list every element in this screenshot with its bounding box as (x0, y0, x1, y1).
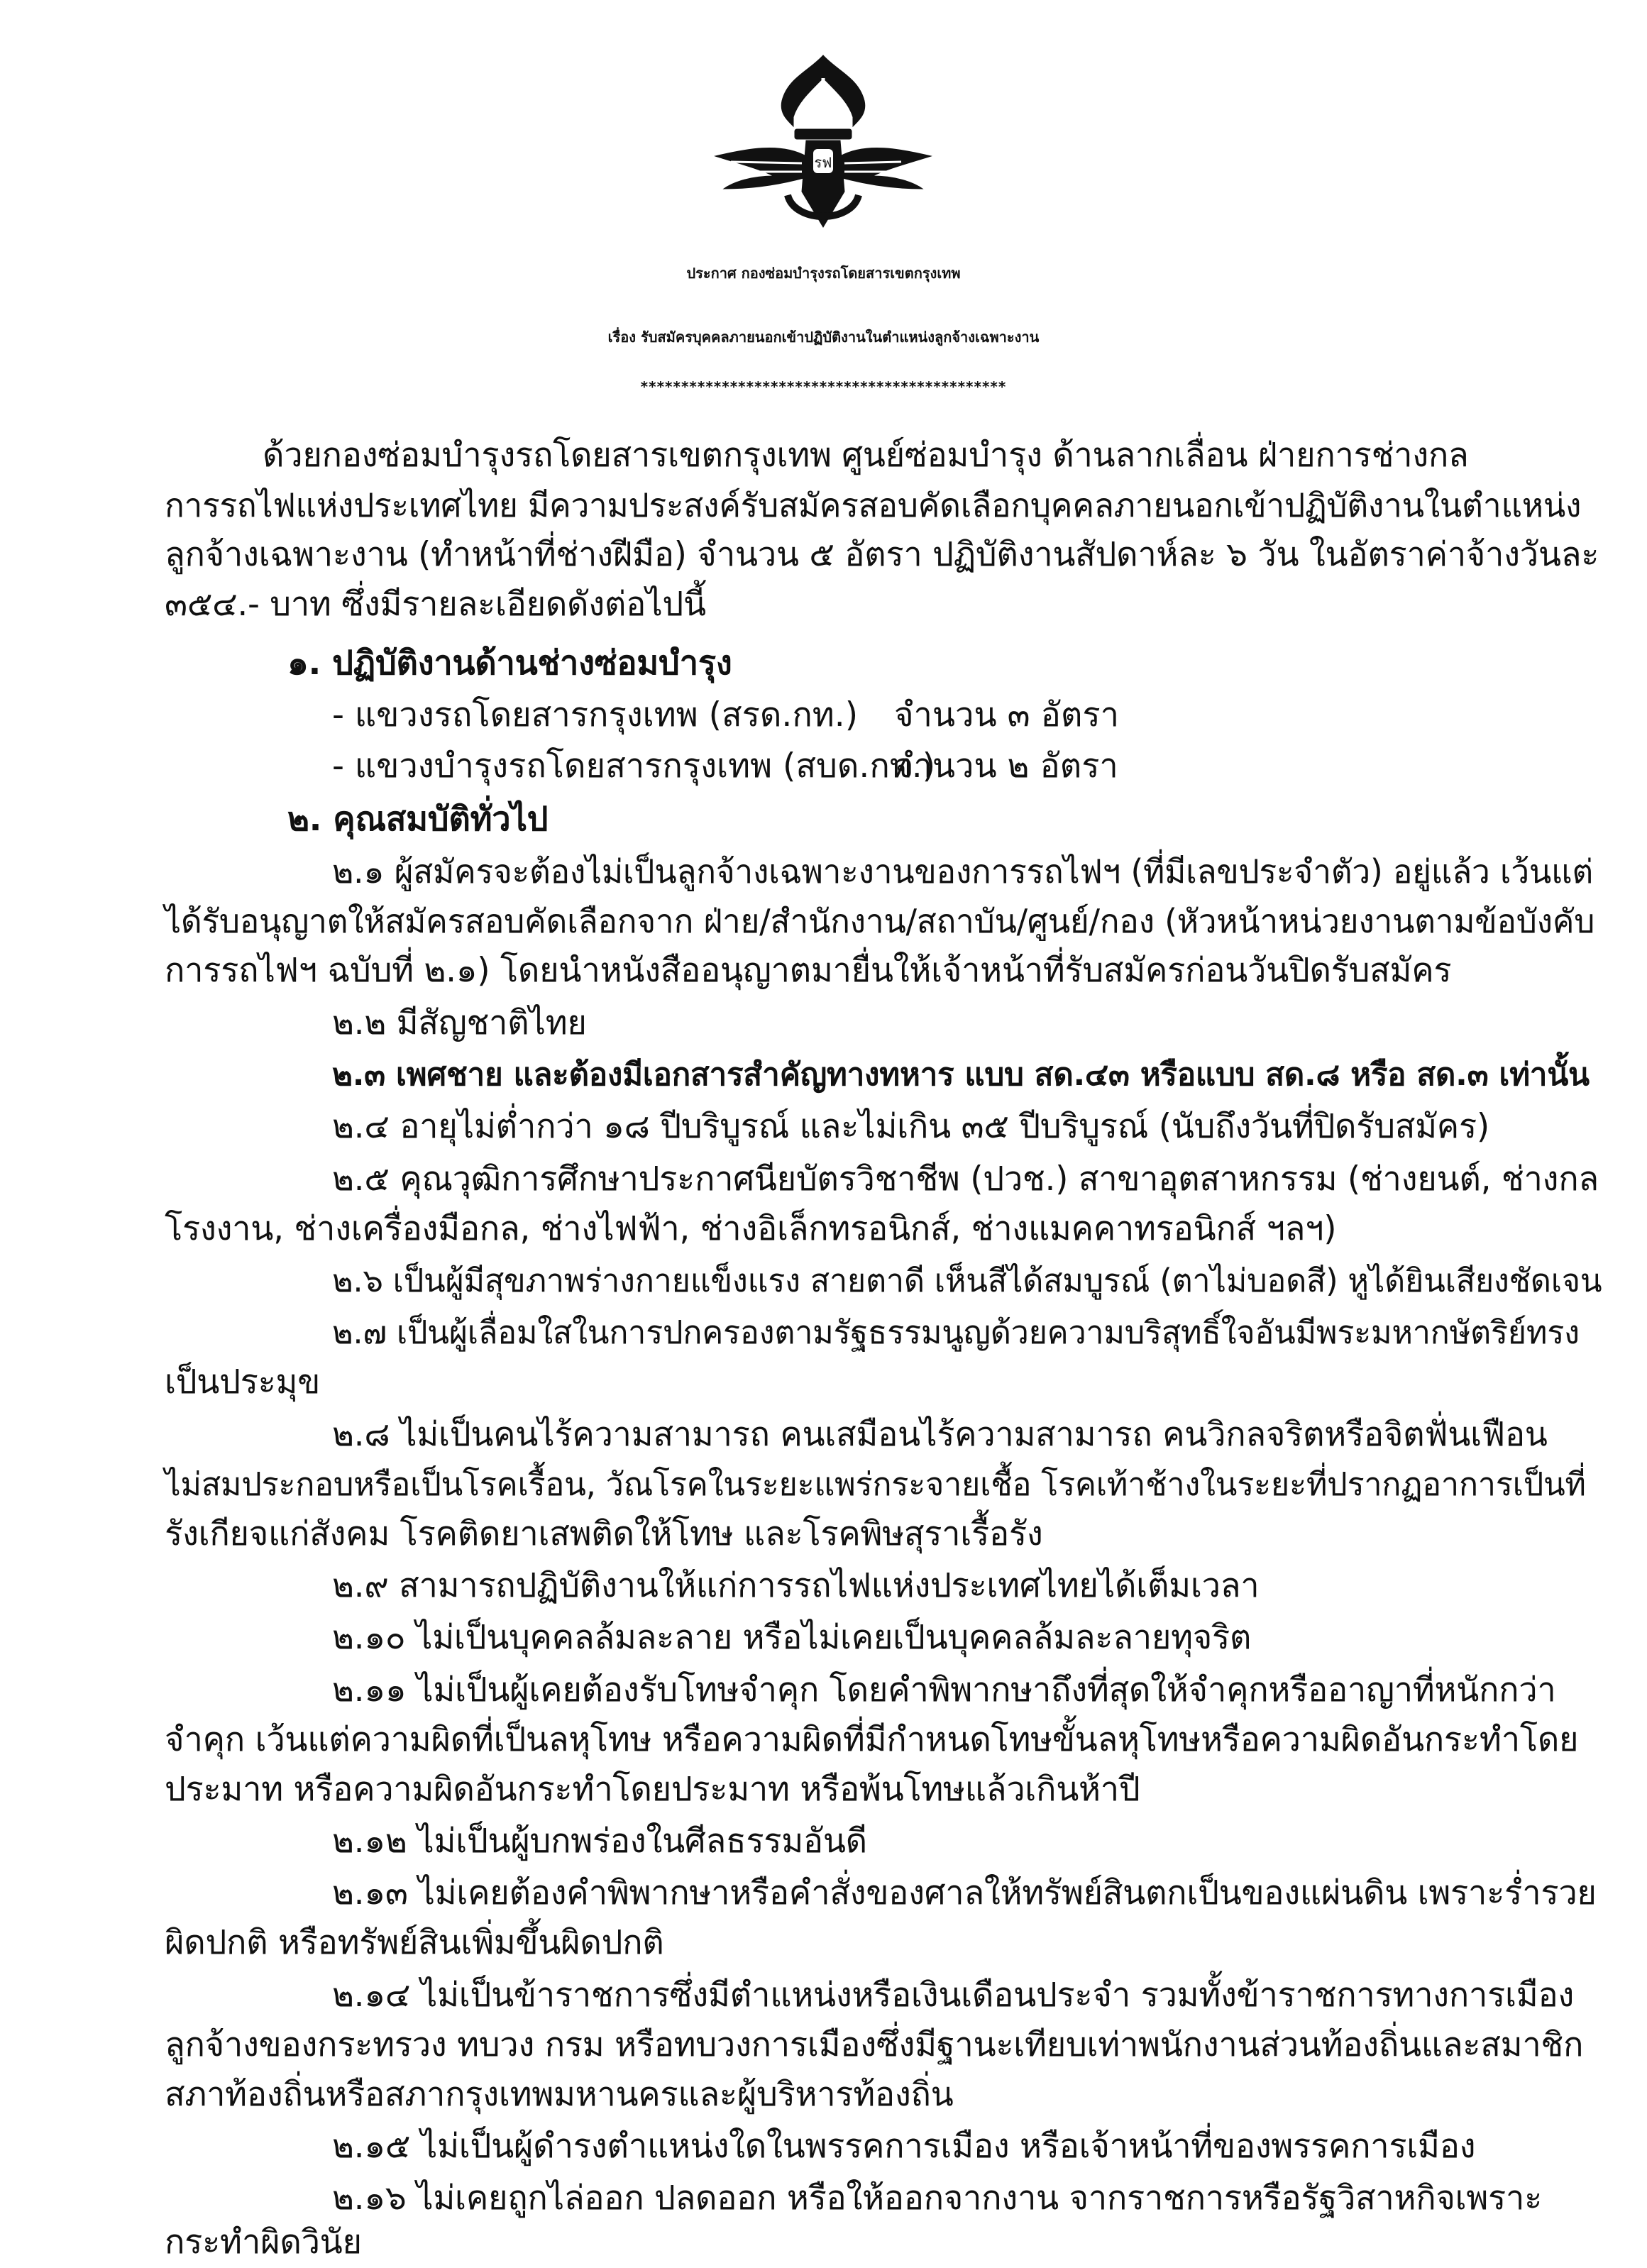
announcement-title: ประกาศ กองซ่อมบำรุงรถโดยสารเขตกรุงเทพ (686, 265, 961, 282)
qualification-line-emphasis: ๒.๓ เพศชาย และต้องมีเอกสารสำคัญทางทหาร แบบ สด.๔๓ หรือแบบ สด.๘ หรือ สด.๓ เท่านั้น (332, 1057, 1590, 1093)
qualification-line: สภาท้องถิ่นหรือสภากรุงเทพมหานครและผู้บริหารท้องถิ่น (165, 2075, 954, 2114)
qualification-line: ลูกจ้างของกระทรวง ทบวง กรม หรือทบวงการเมืองซึ่งมีฐานะเทียบเท่าพนักงานส่วนท้องถิ่นและสมาชิก (165, 2025, 1584, 2064)
railway-emblem-logo (703, 50, 944, 234)
section-1-unit: - แขวงบำรุงรถโดยสารกรุงเทพ (สบด.กท.) (332, 747, 936, 786)
qualification-line: ประมาท หรือความผิดอันกระทำโดยประมาท หรือพ้นโทษแล้วเกินห้าปี (165, 1770, 1140, 1809)
qualification-line: ๒.๑๔ ไม่เป็นข้าราชการซึ่งมีตำแหน่งหรือเงินเดือนประจำ รวมทั้งข้าราชการทางการเมือง (332, 1976, 1575, 2015)
qualification-line: การรถไฟฯ ฉบับที่ ๒.๑) โดยนำหนังสืออนุญาตมายื่นให้เจ้าหน้าที่รับสมัครก่อนวันปิดรับสมัคร (165, 951, 1452, 990)
section-1-heading: ๑. ปฏิบัติงานด้านช่างซ่อมบำรุง (287, 644, 732, 683)
qualification-line: ๒.๕ คุณวุฒิการศึกษาประกาศนียบัตรวิชาชีพ (ปวช.) สาขาอุตสาหกรรม (ช่างยนต์, ช่างกล (332, 1160, 1599, 1199)
qualification-line: ไม่สมประกอบหรือเป็นโรคเรื้อน, วัณโรคในระยะแพร่กระจายเชื้อ โรคเท้าช้างในระยะที่ปรากฏอาการเป็นที่ (165, 1465, 1586, 1503)
qualification-line: ๒.๖ เป็นผู้มีสุขภาพร่างกายแข็งแรง สายตาดี เห็นสีได้สมบูรณ์ (ตาไม่บอดสี) หูได้ยินเสียงชัดเจน (332, 1262, 1602, 1299)
title-separator: ********************************************* (640, 378, 1007, 395)
section-2-heading: ๒. คุณสมบัติทั่วไป (287, 800, 549, 839)
qualification-line: ๒.๙ สามารถปฏิบัติงานให้แก่การรถไฟแห่งประเทศไทยได้เต็มเวลา (332, 1566, 1260, 1605)
qualification-line: ๒.๑ ผู้สมัครจะต้องไม่เป็นลูกจ้างเฉพาะงานของการรถไฟฯ (ที่มีเลขประจำตัว) อยู่แล้ว เว้นแต่ (332, 852, 1593, 891)
qualification-line: เป็นประมุข (165, 1363, 321, 1402)
qualification-line: ๒.๑๓ ไม่เคยต้องคำพิพากษาหรือคำสั่งของศาลให้ทรัพย์สินตกเป็นของแผ่นดิน เพราะร่ำรวย (332, 1873, 1597, 1912)
qualification-line: ๒.๘ ไม่เป็นคนไร้ความสามารถ คนเสมือนไร้ความสามารถ คนวิกลจริตหรือจิตฟั่นเฟือน (332, 1415, 1548, 1454)
section-1-count: จำนวน ๒ อัตรา (894, 747, 1118, 786)
section-1-unit: - แขวงรถโดยสารกรุงเทพ (สรด.กท.) (332, 695, 859, 734)
qualification-line: โรงงาน, ช่างเครื่องมือกล, ช่างไฟฟ้า, ช่างอิเล็กทรอนิกส์, ช่างแมคคาทรอนิกส์ ฯลฯ) (165, 1209, 1337, 1248)
qualification-line: ผิดปกติ หรือทรัพย์สินเพิ่มขึ้นผิดปกติ (165, 1923, 664, 1962)
qualification-line: ๒.๑๕ ไม่เป็นผู้ดำรงตำแหน่งใดในพรรคการเมือง หรือเจ้าหน้าที่ของพรรคการเมือง (332, 2127, 1476, 2166)
qualification-line: ๒.๔ อายุไม่ต่ำกว่า ๑๘ ปีบริบูรณ์ และไม่เกิน ๓๕ ปีบริบูรณ์ (นับถึงวันที่ปิดรับสมัคร) (332, 1107, 1489, 1146)
intro-line: ลูกจ้างเฉพาะงาน (ทำหน้าที่ช่างฝีมือ) จำนวน ๕ อัตรา ปฏิบัติงานสัปดาห์ละ ๖ วัน ในอัตราค่าจ้างวันละ (165, 535, 1599, 574)
qualification-line: จำคุก เว้นแต่ความผิดที่เป็นลหุโทษ หรือความผิดที่มีกำหนดโทษขั้นลหุโทษหรือความผิดอันกระทำโดย (165, 1720, 1579, 1759)
qualification-line: กระทำผิดวินัย (165, 2223, 362, 2262)
intro-line: การรถไฟแห่งประเทศไทย มีความประสงค์รับสมัครสอบคัดเลือกบุคคลภายนอกเข้าปฏิบัติงานในตำแหน่ง (165, 486, 1582, 524)
qualification-line: ๒.๒ มีสัญชาติไทย (332, 1003, 587, 1042)
qualification-line: ๒.๗ เป็นผู้เลื่อมใสในการปกครองตามรัฐธรรมนูญด้วยความบริสุทธิ์ใจอันมีพระมหากษัตริย์ทรง (332, 1314, 1580, 1351)
qualification-line: ได้รับอนุญาตให้สมัครสอบคัดเลือกจาก ฝ่าย/สำนักงาน/สถาบัน/ศูนย์/กอง (หัวหน้าหน่วยงานตามข้อบังคับ (165, 902, 1595, 940)
qualification-line: ๒.๑๐ ไม่เป็นบุคคลล้มละลาย หรือไม่เคยเป็นบุคคลล้มละลายทุจริต (332, 1618, 1252, 1657)
intro-line: ๓๕๔.- บาท ซึ่งมีรายละเอียดดังต่อไปนี้ (165, 585, 706, 624)
svg-text:รฟ: รฟ (814, 154, 832, 171)
qualification-line: รังเกียจแก่สังคม โรคติดยาเสพติดให้โทษ และโรคพิษสุราเรื้อรัง (165, 1514, 1043, 1553)
qualification-line: ๒.๑๑ ไม่เป็นผู้เคยต้องรับโทษจำคุก โดยคำพิพากษาถึงที่สุดให้จำคุกหรืออาญาที่หนักกว่า (332, 1670, 1556, 1710)
qualification-line: ๒.๑๒ ไม่เป็นผู้บกพร่องในศีลธรรมอันดี (332, 1822, 867, 1861)
announcement-subject: เรื่อง รับสมัครบุคคลภายนอกเข้าปฏิบัติงานในตำแหน่งลูกจ้างเฉพาะงาน (607, 329, 1040, 346)
qualification-line: ๒.๑๖ ไม่เคยถูกไล่ออก ปลดออก หรือให้ออกจากงาน จากราชการหรือรัฐวิสาหกิจเพราะ (332, 2179, 1543, 2218)
section-1-count: จำนวน ๓ อัตรา (894, 695, 1119, 734)
intro-line: ด้วยกองซ่อมบำรุงรถโดยสารเขตกรุงเทพ ศูนย์ซ่อมบำรุง ด้านลากเลื่อน ฝ่ายการช่างกล (263, 436, 1469, 475)
